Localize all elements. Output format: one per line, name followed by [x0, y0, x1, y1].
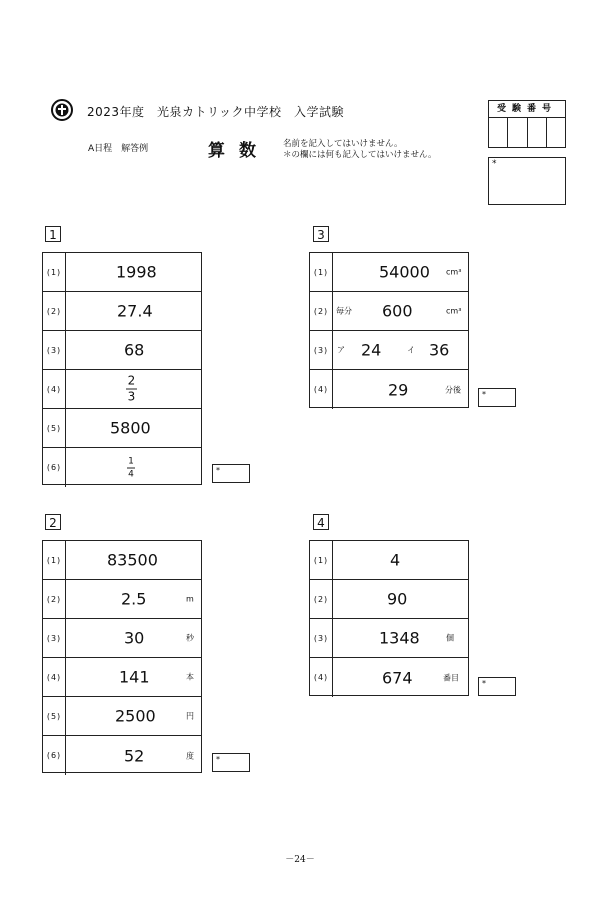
answer-cell — [333, 580, 468, 618]
table-row — [310, 619, 468, 658]
question-number: (2) — [43, 292, 66, 330]
fraction — [127, 456, 135, 479]
question-number: (3) — [310, 331, 333, 369]
question-number: (1) — [43, 541, 66, 579]
table-row — [43, 331, 201, 370]
answer-prefix: 毎分 — [336, 306, 352, 316]
exam-number-cell[interactable] — [508, 118, 527, 148]
answer-value: 52 — [124, 746, 145, 765]
answer-unit: 個 — [446, 633, 454, 643]
total-score-box — [488, 157, 566, 205]
answer-value: 29 — [388, 380, 409, 399]
answer-value: 54000 — [379, 262, 430, 282]
answer-unit: cm³ — [446, 306, 462, 316]
answer-cell — [333, 331, 468, 369]
question-number: (1) — [43, 253, 66, 291]
question-number: (1) — [310, 541, 333, 579]
answer-unit: 分後 — [445, 385, 461, 394]
question-number: (1) — [310, 253, 333, 291]
school-crest-icon — [51, 99, 73, 121]
instruction-line: 名前を記入してはいけません。 — [283, 139, 403, 149]
table-row — [43, 541, 201, 580]
section-3-table — [309, 252, 469, 408]
answer-cell — [333, 292, 468, 330]
answer-value: 30 — [124, 628, 145, 648]
section-4-number: 4 — [313, 514, 329, 530]
answer-value: 83500 — [107, 550, 158, 570]
exam-number-box — [488, 100, 566, 148]
score-marker: * — [216, 755, 220, 764]
score-marker: * — [482, 390, 486, 399]
question-number: (5) — [43, 697, 66, 735]
table-row — [43, 448, 201, 487]
answer-label-b: イ — [407, 345, 415, 355]
table-row — [43, 736, 201, 775]
table-row — [43, 658, 201, 697]
answer-unit: 度 — [186, 751, 194, 760]
fraction — [126, 375, 137, 404]
answer-cell — [66, 370, 201, 408]
answer-unit: 番目 — [443, 673, 459, 682]
section-3-score-box — [478, 388, 516, 407]
question-number: (2) — [310, 580, 333, 618]
table-row — [310, 292, 468, 331]
section-1-number: 1 — [45, 226, 61, 242]
answer-value-b: 36 — [429, 340, 450, 360]
table-row — [310, 658, 468, 697]
answer-cell — [66, 253, 201, 291]
answer-value: 141 — [119, 667, 150, 687]
table-row — [43, 697, 201, 736]
answer-value: 600 — [382, 301, 413, 321]
denominator: 4 — [128, 469, 134, 479]
schedule-label: A日程 解答例 — [88, 144, 149, 154]
section-2-score-box — [212, 753, 250, 772]
table-row — [310, 253, 468, 292]
section-1-score-box — [212, 464, 250, 483]
answer-value: 2.5 — [121, 589, 147, 609]
answer-cell — [66, 409, 201, 447]
answer-unit: m — [186, 594, 194, 604]
answer-cell — [333, 253, 468, 291]
score-marker: * — [482, 679, 486, 688]
question-number: (6) — [43, 736, 66, 775]
numerator: 2 — [127, 373, 136, 388]
answer-cell — [66, 331, 201, 369]
table-row — [310, 331, 468, 370]
table-row — [43, 619, 201, 658]
question-number: (3) — [310, 619, 333, 657]
answer-cell — [66, 448, 201, 487]
exam-number-label: 受験番号 — [489, 101, 565, 118]
answer-value: 5800 — [110, 418, 151, 438]
question-number: (4) — [310, 658, 333, 697]
answer-cell — [333, 541, 468, 579]
question-number: (4) — [310, 370, 333, 409]
exam-number-cell[interactable] — [547, 118, 565, 148]
table-row — [43, 292, 201, 331]
score-marker: * — [492, 159, 497, 169]
exam-number-cell[interactable] — [528, 118, 547, 148]
score-marker: * — [216, 466, 220, 475]
table-row — [310, 541, 468, 580]
section-2-table — [42, 540, 202, 773]
answer-label-a: ア — [337, 345, 345, 355]
table-row — [43, 253, 201, 292]
table-row — [43, 409, 201, 448]
exam-title: 2023年度 光泉カトリック中学校 入学試験 — [87, 105, 345, 119]
instruction-line: ＊の欄には何も記入してはいけません。 — [283, 150, 437, 160]
table-row — [43, 370, 201, 409]
answer-value: 27.4 — [117, 301, 153, 321]
table-row — [43, 580, 201, 619]
question-number: (4) — [43, 370, 66, 408]
page-number: －24－ — [285, 855, 315, 865]
question-number: (6) — [43, 448, 66, 487]
answer-value: 1348 — [379, 628, 420, 648]
answer-value: 2500 — [115, 706, 156, 726]
question-number: (2) — [43, 580, 66, 618]
section-4-table — [309, 540, 469, 696]
answer-cell — [66, 619, 201, 657]
answer-cell — [66, 580, 201, 618]
answer-cell — [333, 370, 468, 409]
answer-cell — [66, 736, 201, 775]
question-number: (2) — [310, 292, 333, 330]
section-4-score-box — [478, 677, 516, 696]
answer-value: 68 — [124, 340, 145, 360]
numerator: 1 — [128, 456, 134, 466]
denominator: 3 — [127, 389, 136, 404]
answer-cell — [66, 541, 201, 579]
fraction-bar — [127, 467, 135, 468]
instructions — [283, 139, 437, 161]
answer-value: 4 — [390, 550, 401, 570]
answer-unit: cm³ — [446, 267, 462, 277]
question-number: (5) — [43, 409, 66, 447]
subject-title: 算数 — [208, 141, 270, 161]
section-1-table — [42, 252, 202, 485]
section-2-number: 2 — [45, 514, 61, 530]
answer-value-a: 24 — [361, 340, 382, 360]
answer-value: 90 — [387, 589, 408, 609]
answer-cell — [333, 619, 468, 657]
exam-number-cell[interactable] — [489, 118, 508, 148]
question-number: (3) — [43, 619, 66, 657]
question-number: (4) — [43, 658, 66, 696]
answer-unit: 円 — [186, 711, 194, 721]
answer-unit: 秒 — [186, 633, 194, 643]
answer-cell — [66, 658, 201, 696]
answer-cell — [66, 697, 201, 735]
table-row — [310, 370, 468, 409]
question-number: (3) — [43, 331, 66, 369]
table-row — [310, 580, 468, 619]
answer-value: 674 — [382, 668, 413, 687]
answer-cell — [66, 292, 201, 330]
section-3-number: 3 — [313, 226, 329, 242]
answer-cell — [333, 658, 468, 697]
answer-value: 1998 — [116, 262, 157, 282]
answer-unit: 本 — [186, 672, 194, 682]
